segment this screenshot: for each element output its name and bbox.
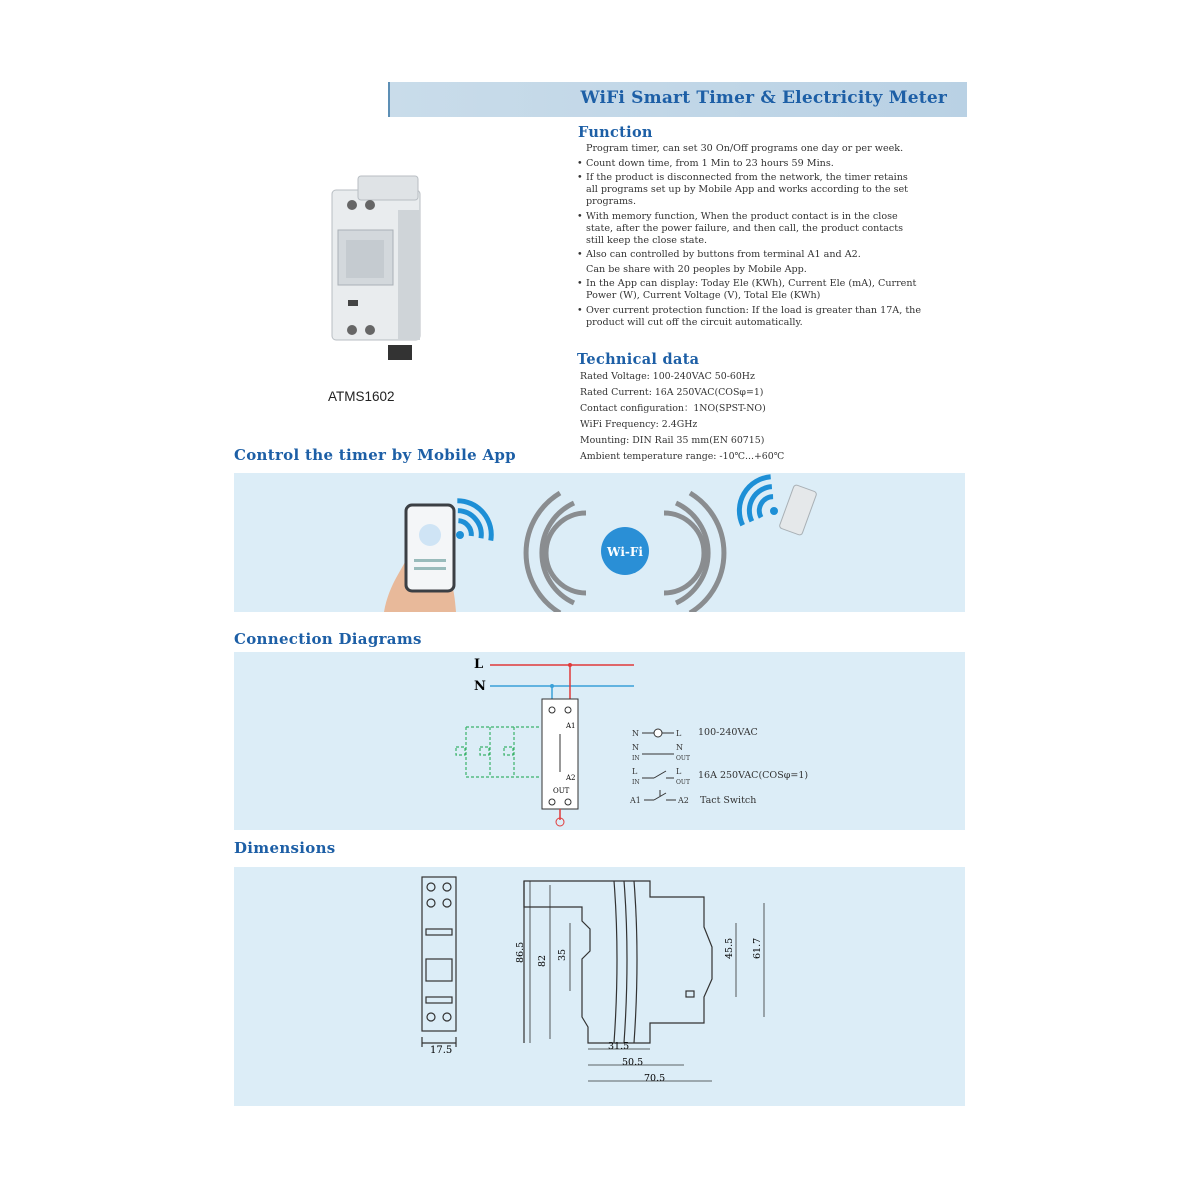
product-photo	[318, 170, 438, 370]
side-view	[524, 881, 712, 1043]
app-panel	[234, 473, 965, 612]
legend-tact: Tact Switch	[700, 795, 757, 806]
dim-h-total: 86.5	[515, 941, 526, 963]
wifi-label: Wi-Fi	[607, 545, 643, 559]
dimensions-panel	[234, 867, 965, 1106]
tech-row: Contact configuration：1NO(SPST-NO)	[580, 403, 766, 414]
dimension-lines	[530, 881, 764, 1081]
device-wifi-icon	[730, 473, 778, 525]
terminal-out: OUT	[553, 787, 570, 795]
line-n-label: N	[474, 679, 486, 694]
svg-text:N: N	[632, 729, 639, 738]
tech-row: Ambient temperature range: -10℃...+60℃	[580, 451, 785, 462]
function-item: • Count down time, from 1 Min to 23 hours 59 Mins.	[577, 158, 922, 170]
terminal-a2: A2	[566, 774, 576, 782]
wiring-diagram	[234, 652, 965, 830]
dim-d-70: 70.5	[644, 1073, 666, 1084]
dim-d-50: 50.5	[622, 1057, 644, 1068]
dimensions-heading: Dimensions	[234, 839, 336, 857]
svg-text:N: N	[676, 743, 683, 752]
svg-text:L: L	[676, 729, 682, 738]
wifi-signal-icon	[456, 493, 500, 541]
function-item: Can be share with 20 peoples by Mobile App.	[586, 263, 807, 275]
dim-rail: 35	[557, 948, 568, 961]
function-item: • In the App can display: Today Ele (KWh), Current Ele (mA), Current Power (W), Current Voltage (V), Total Ele (KWh)	[577, 278, 922, 302]
svg-text:L: L	[676, 767, 682, 776]
function-item: Program timer, can set 30 On/Off programs one day or per week.	[586, 143, 904, 154]
phone-in-hand-icon	[384, 505, 456, 612]
function-heading: Function	[578, 124, 653, 141]
function-item: • If the product is disconnected from the network, the timer retains all programs set up by Mobile App and works according to the set programs.	[577, 172, 922, 208]
svg-text:IN: IN	[632, 779, 640, 786]
svg-text:IN: IN	[632, 755, 640, 762]
push-button-switches	[456, 727, 540, 777]
app-heading: Control the timer by Mobile App	[234, 446, 516, 464]
tech-row: WiFi Frequency: 2.4GHz	[580, 419, 698, 430]
svg-text:OUT: OUT	[676, 779, 690, 786]
title-banner	[388, 82, 967, 117]
dim-width-front: 17.5	[430, 1045, 453, 1056]
dim-h-45: 45.5	[724, 937, 735, 959]
terminal-a1: A1	[566, 722, 576, 730]
tech-row: Mounting: DIN Rail 35 mm(EN 60715)	[580, 435, 765, 446]
function-item: • Also can controlled by buttons from terminal A1 and A2.	[577, 249, 922, 261]
tech-row: Rated Voltage: 100-240VAC 50-60Hz	[580, 371, 755, 382]
line-l-label: L	[474, 657, 484, 672]
svg-text:A1: A1	[630, 796, 641, 805]
wiring-legend	[629, 727, 808, 806]
dimension-drawing	[234, 867, 965, 1106]
legend-voltage: 100-240VAC	[698, 727, 758, 738]
function-item: • Over current protection function: If the load is greater than 17A, the product will cut off the circuit automatically.	[577, 305, 922, 329]
svg-text:OUT: OUT	[676, 755, 690, 762]
technical-list	[580, 369, 784, 465]
technical-heading: Technical data	[577, 351, 700, 368]
function-item: • With memory function, When the product contact is in the close state, after the power failure, and then call, the product contacts still keep the close state.	[577, 211, 922, 247]
product-model: ATMS1602	[328, 389, 395, 404]
connection-heading: Connection Diagrams	[234, 630, 422, 648]
legend-load: 16A 250VAC(COSφ=1)	[698, 770, 809, 781]
dim-h-61: 61.7	[752, 937, 763, 959]
front-view	[422, 877, 456, 1047]
svg-text:L: L	[632, 767, 638, 776]
mini-device-icon	[779, 484, 817, 535]
dim-h-82: 82	[537, 954, 548, 967]
tech-row: Rated Current: 16A 250VAC(COSφ=1)	[580, 387, 764, 398]
page-title: WiFi Smart Timer & Electricity Meter	[580, 88, 947, 108]
dim-d-31: 31.5	[608, 1041, 630, 1052]
app-illustration	[234, 473, 965, 612]
function-list	[577, 143, 922, 331]
connection-panel	[234, 652, 965, 830]
svg-text:A2: A2	[678, 796, 689, 805]
svg-text:N: N	[632, 743, 639, 752]
